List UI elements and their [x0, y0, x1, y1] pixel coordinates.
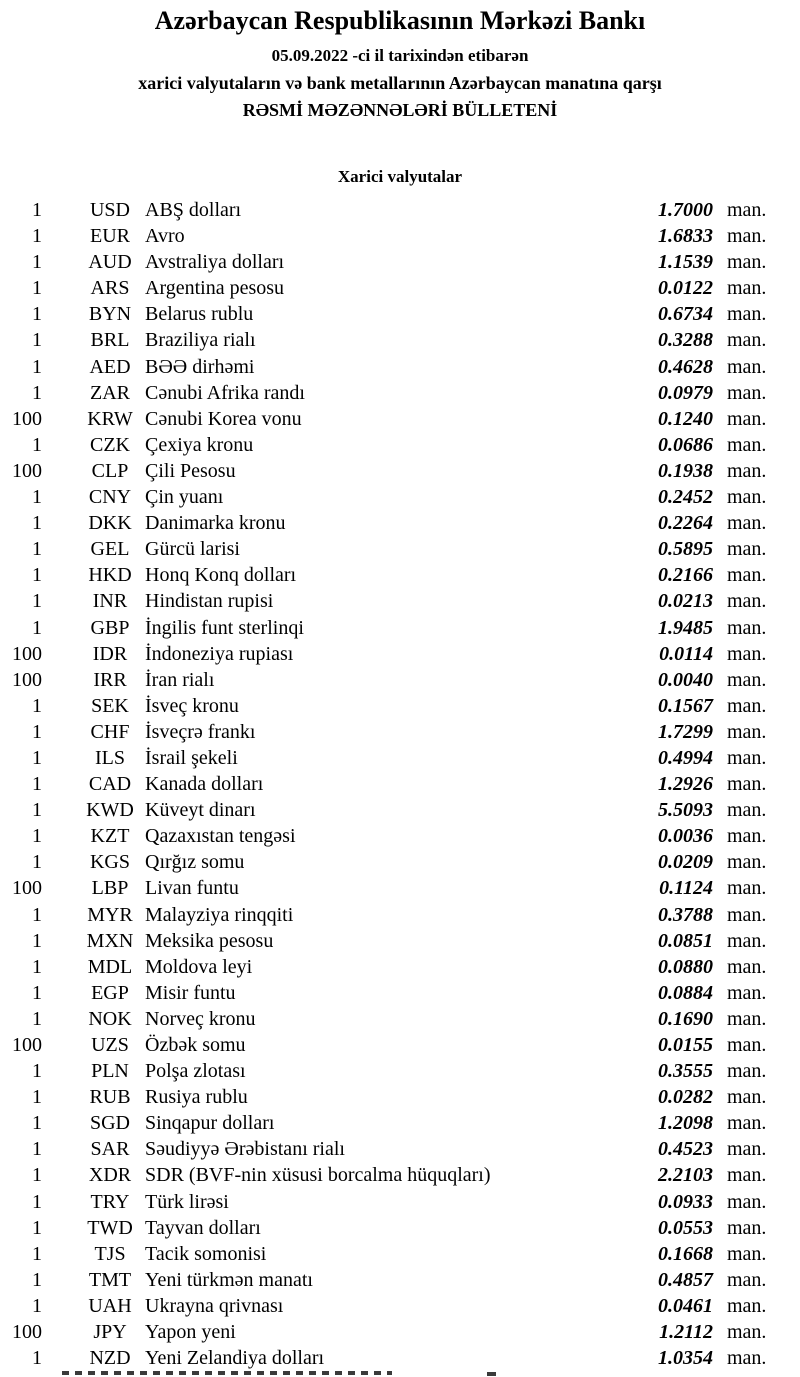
- currency-code: INR: [92, 590, 128, 613]
- nominal-value: 1: [32, 381, 42, 404]
- currency-name: Polşa zlotası: [145, 1060, 246, 1083]
- rate-unit-label: man.: [727, 1294, 767, 1317]
- rate-unit-label: man.: [727, 538, 767, 561]
- currency-code: EUR: [90, 225, 130, 248]
- currency-name: Ukrayna qrivnası: [145, 1294, 284, 1317]
- rate-value: 0.0213: [658, 590, 713, 613]
- nominal-value: 1: [32, 1242, 42, 1265]
- currency-name: Sinqapur dolları: [145, 1112, 275, 1135]
- rate-value: 1.0354: [658, 1347, 713, 1370]
- rate-unit-label: man.: [727, 1190, 767, 1213]
- rate-unit-label: man.: [727, 1347, 767, 1370]
- currency-row: [0, 980, 800, 1006]
- currency-code: SAR: [90, 1138, 130, 1161]
- rate-value: 0.0880: [658, 955, 713, 978]
- currency-code: UAH: [88, 1294, 132, 1317]
- clipped-next-row-fragment: [62, 1371, 392, 1375]
- nominal-value: 1: [32, 1007, 42, 1030]
- currency-name: Meksika pesosu: [145, 929, 274, 952]
- rate-value: 0.0122: [658, 277, 713, 300]
- currency-name: ABŞ dolları: [145, 199, 242, 221]
- nominal-value: 1: [32, 538, 42, 561]
- currency-name: Danimarka kronu: [145, 512, 286, 535]
- subject-line: xarici valyutaların və bank metallarının Azərbaycan manatına qarşı: [138, 73, 662, 93]
- currency-name: Səudiyyə Ərəbistanı rialı: [145, 1138, 345, 1161]
- currency-row: [0, 928, 800, 954]
- clipped-glyph-mark: [487, 1372, 496, 1376]
- rate-unit-label: man.: [727, 773, 767, 796]
- currency-row: [0, 380, 800, 406]
- nominal-value: 1: [32, 486, 42, 509]
- rate-unit-label: man.: [727, 694, 767, 717]
- rate-value: 0.0155: [658, 1034, 713, 1056]
- currency-row: [0, 1215, 800, 1241]
- nominal-value: 1: [32, 1086, 42, 1109]
- rate-value: 0.4857: [658, 1268, 713, 1291]
- currency-row: [0, 275, 800, 301]
- currency-row: [0, 536, 800, 562]
- currency-name: Avstraliya dolları: [145, 251, 285, 274]
- rate-unit-label: man.: [727, 981, 767, 1004]
- nominal-value: 100: [12, 459, 42, 482]
- currency-code: CAD: [88, 773, 132, 796]
- currency-code: TJS: [94, 1242, 126, 1265]
- nominal-value: 1: [32, 251, 42, 274]
- currency-row: [0, 902, 800, 928]
- currency-row: [0, 1006, 800, 1032]
- currency-name: SDR (BVF-nin xüsusi borcalma hüquqları): [145, 1164, 491, 1187]
- rate-value: 0.3555: [658, 1060, 713, 1083]
- nominal-value: 1: [32, 303, 42, 326]
- rate-unit-label: man.: [727, 459, 767, 482]
- nominal-value: 1: [32, 1294, 42, 1317]
- currency-row: [0, 327, 800, 353]
- currency-code: RUB: [89, 1086, 131, 1109]
- currency-row: [0, 406, 800, 432]
- currency-name: İran rialı: [145, 668, 215, 691]
- nominal-value: 1: [32, 199, 42, 221]
- rate-unit-label: man.: [727, 825, 767, 848]
- currency-row: [0, 588, 800, 614]
- currency-name: Kanada dolları: [145, 773, 264, 796]
- currency-name: Çili Pesosu: [145, 459, 236, 482]
- currency-row: [0, 1136, 800, 1162]
- bulletin-title: RƏSMİ MƏZƏNNƏLƏRİ BÜLLETENİ: [242, 100, 558, 120]
- rate-unit-label: man.: [727, 1321, 767, 1344]
- currency-row: [0, 693, 800, 719]
- currency-code: XDR: [88, 1164, 132, 1187]
- rate-unit-label: man.: [727, 1138, 767, 1161]
- rate-unit-label: man.: [727, 746, 767, 769]
- currency-row: [0, 354, 800, 380]
- currency-row: [0, 797, 800, 823]
- currency-name: Çexiya kronu: [145, 433, 254, 456]
- currency-code: MDL: [87, 955, 133, 978]
- rate-unit-label: man.: [727, 929, 767, 952]
- rate-value: 5.5093: [658, 799, 713, 822]
- currency-row: [0, 1267, 800, 1293]
- currency-name: Gürcü larisi: [145, 538, 240, 561]
- rate-value: 0.3788: [658, 903, 713, 926]
- rate-unit-label: man.: [727, 642, 767, 665]
- currency-name: Rusiya rublu: [145, 1086, 248, 1109]
- currency-code: SEK: [91, 694, 129, 717]
- rate-value: 1.2926: [658, 773, 713, 796]
- currency-code: ARS: [90, 277, 130, 300]
- rate-unit-label: man.: [727, 1086, 767, 1109]
- nominal-value: 1: [32, 903, 42, 926]
- currency-name: Özbək somu: [145, 1034, 246, 1056]
- rate-value: 0.1567: [658, 694, 713, 717]
- currency-code: DKK: [88, 512, 132, 535]
- rate-value: 0.2166: [658, 564, 713, 587]
- nominal-value: 1: [32, 746, 42, 769]
- rate-unit-label: man.: [727, 1242, 767, 1265]
- nominal-value: 1: [32, 329, 42, 352]
- rate-value: 0.3288: [658, 329, 713, 352]
- currency-code: PLN: [91, 1060, 129, 1083]
- rate-value: 1.6833: [658, 225, 713, 248]
- currency-row: [0, 641, 800, 667]
- currency-code: LBP: [91, 877, 129, 900]
- currency-name: Yeni türkmən manatı: [145, 1268, 313, 1291]
- rate-unit-label: man.: [727, 1112, 767, 1135]
- rate-value: 0.0979: [658, 381, 713, 404]
- currency-name: Livan funtu: [145, 877, 239, 900]
- rate-value: 0.4523: [658, 1138, 713, 1161]
- rate-value: 0.0114: [659, 642, 713, 665]
- rate-unit-label: man.: [727, 199, 767, 221]
- rate-value: 0.0851: [658, 929, 713, 952]
- currency-row: [0, 510, 800, 536]
- currency-code: AED: [89, 355, 131, 378]
- currency-name: Çin yuanı: [145, 486, 224, 509]
- effective-date-line: 05.09.2022 -ci il tarixindən etibarən: [271, 46, 529, 65]
- currency-code: EGP: [91, 981, 129, 1004]
- rate-unit-label: man.: [727, 277, 767, 300]
- rate-unit-label: man.: [727, 877, 767, 900]
- currency-name: BƏƏ dirhəmi: [145, 355, 255, 378]
- currency-name: İsveçrə frankı: [145, 720, 256, 743]
- nominal-value: 1: [32, 1060, 42, 1083]
- currency-code: TMT: [88, 1268, 132, 1291]
- rate-value: 1.7299: [658, 720, 713, 743]
- currency-row: [0, 667, 800, 693]
- rate-value: 0.1938: [658, 459, 713, 482]
- currency-row: [0, 458, 800, 484]
- rate-value: 0.0209: [658, 851, 713, 874]
- currency-name: Qazaxıstan tengəsi: [145, 825, 296, 848]
- currency-row: [0, 849, 800, 875]
- currency-code: KZT: [90, 825, 130, 848]
- currency-code: JPY: [93, 1321, 127, 1344]
- currency-row: [0, 197, 800, 223]
- currency-name: Norveç kronu: [145, 1007, 256, 1030]
- nominal-value: 1: [32, 564, 42, 587]
- rate-unit-label: man.: [727, 407, 767, 430]
- nominal-value: 1: [32, 1190, 42, 1213]
- nominal-value: 1: [32, 694, 42, 717]
- rate-value: 0.2452: [658, 486, 713, 509]
- rate-unit-label: man.: [727, 616, 767, 639]
- rate-unit-label: man.: [727, 225, 767, 248]
- currency-code: BYN: [88, 303, 132, 326]
- rate-unit-label: man.: [727, 329, 767, 352]
- rate-value: 0.1124: [659, 877, 713, 900]
- currency-name: Tayvan dolları: [145, 1216, 261, 1239]
- currency-row: [0, 1058, 800, 1084]
- rate-unit-label: man.: [727, 486, 767, 509]
- currency-row: [0, 562, 800, 588]
- currency-name: Hindistan rupisi: [145, 590, 274, 613]
- rate-value: 0.1240: [658, 407, 713, 430]
- rate-unit-label: man.: [727, 251, 767, 274]
- currency-name: Tacik somonisi: [145, 1242, 267, 1265]
- rate-value: 0.4628: [658, 355, 713, 378]
- rate-value: 1.9485: [658, 616, 713, 639]
- rate-unit-label: man.: [727, 851, 767, 874]
- currency-code: IRR: [93, 668, 127, 691]
- currency-row: [0, 432, 800, 458]
- currency-row: [0, 249, 800, 275]
- rate-value: 1.2098: [658, 1112, 713, 1135]
- bank-name-title: Azərbaycan Respublikasının Mərkəzi Bankı: [154, 6, 646, 35]
- exchange-rates-table: [0, 197, 800, 1371]
- currency-name: İsveç kronu: [145, 694, 239, 717]
- currency-row: [0, 223, 800, 249]
- nominal-value: 100: [12, 642, 42, 665]
- rate-unit-label: man.: [727, 903, 767, 926]
- currency-name: Yeni Zelandiya dolları: [145, 1347, 325, 1370]
- currency-name: Malayziya rinqqiti: [145, 903, 294, 926]
- nominal-value: 1: [32, 277, 42, 300]
- rate-value: 0.0553: [658, 1216, 713, 1239]
- currency-row: [0, 771, 800, 797]
- rate-value: 0.1690: [658, 1007, 713, 1030]
- nominal-value: 1: [32, 1112, 42, 1135]
- currency-name: İsrail şekeli: [145, 746, 238, 769]
- currency-code: CNY: [88, 486, 132, 509]
- rate-value: 0.0282: [658, 1086, 713, 1109]
- rate-unit-label: man.: [727, 590, 767, 613]
- currency-code: UZS: [91, 1034, 129, 1056]
- nominal-value: 1: [32, 929, 42, 952]
- currency-code: MYR: [87, 903, 133, 926]
- nominal-value: 100: [12, 1034, 42, 1056]
- nominal-value: 1: [32, 773, 42, 796]
- rate-value: 0.0686: [658, 433, 713, 456]
- rate-unit-label: man.: [727, 720, 767, 743]
- currency-name: Cənubi Korea vonu: [145, 407, 302, 430]
- rate-value: 0.1668: [658, 1242, 713, 1265]
- nominal-value: 1: [32, 955, 42, 978]
- currency-code: NZD: [89, 1347, 131, 1370]
- rate-unit-label: man.: [727, 1007, 767, 1030]
- nominal-value: 100: [12, 407, 42, 430]
- nominal-value: 1: [32, 720, 42, 743]
- rate-unit-label: man.: [727, 355, 767, 378]
- nominal-value: 1: [32, 1138, 42, 1161]
- rate-unit-label: man.: [727, 1060, 767, 1083]
- currency-code: GBP: [90, 616, 130, 639]
- rate-value: 2.2103: [658, 1164, 713, 1187]
- rate-unit-label: man.: [727, 799, 767, 822]
- currency-row: [0, 1084, 800, 1110]
- section-title-foreign-currencies: Xarici valyutalar: [337, 167, 463, 186]
- nominal-value: 1: [32, 433, 42, 456]
- currency-name: İndoneziya rupiası: [145, 642, 294, 665]
- currency-row: [0, 1319, 800, 1345]
- currency-row: [0, 1189, 800, 1215]
- currency-code: IDR: [92, 642, 128, 665]
- currency-code: BRL: [90, 329, 130, 352]
- nominal-value: 1: [32, 799, 42, 822]
- nominal-value: 1: [32, 981, 42, 1004]
- currency-row: [0, 484, 800, 510]
- rate-unit-label: man.: [727, 955, 767, 978]
- rate-unit-label: man.: [727, 564, 767, 587]
- currency-row: [0, 875, 800, 901]
- currency-row: [0, 1241, 800, 1267]
- rate-value: 1.7000: [658, 199, 713, 221]
- rate-value: 0.4994: [658, 746, 713, 769]
- currency-row: [0, 1345, 800, 1371]
- currency-code: ILS: [95, 746, 125, 769]
- currency-code: SGD: [89, 1112, 130, 1135]
- nominal-value: 1: [32, 1216, 42, 1239]
- rate-value: 0.6734: [658, 303, 713, 326]
- currency-code: NOK: [88, 1007, 132, 1030]
- currency-name: İngilis funt sterlinqi: [145, 616, 304, 639]
- currency-row: [0, 1293, 800, 1319]
- rate-value: 0.0040: [658, 668, 713, 691]
- currency-row: [0, 745, 800, 771]
- rate-value: 0.0933: [658, 1190, 713, 1213]
- currency-code: ZAR: [90, 381, 130, 404]
- nominal-value: 1: [32, 355, 42, 378]
- nominal-value: 100: [12, 1321, 42, 1344]
- rate-value: 0.5895: [658, 538, 713, 561]
- rate-unit-label: man.: [727, 1268, 767, 1291]
- nominal-value: 1: [32, 1164, 42, 1187]
- currency-name: Moldova leyi: [145, 955, 253, 978]
- currency-name: Cənubi Afrika randı: [145, 381, 305, 404]
- currency-name: Belarus rublu: [145, 303, 254, 326]
- nominal-value: 1: [32, 616, 42, 639]
- currency-name: Misir funtu: [145, 981, 236, 1004]
- currency-name: Argentina pesosu: [145, 277, 285, 300]
- currency-code: KWD: [86, 799, 134, 822]
- currency-name: Qırğız somu: [145, 851, 245, 874]
- currency-row: [0, 1110, 800, 1136]
- rate-value: 0.0461: [658, 1294, 713, 1317]
- rate-unit-label: man.: [727, 668, 767, 691]
- nominal-value: 1: [32, 1347, 42, 1370]
- currency-row: [0, 1162, 800, 1188]
- currency-row: [0, 301, 800, 327]
- currency-name: Yapon yeni: [145, 1321, 236, 1344]
- currency-row: [0, 615, 800, 641]
- currency-code: TRY: [90, 1190, 130, 1213]
- currency-name: Braziliya rialı: [145, 329, 256, 352]
- currency-code: USD: [89, 199, 130, 221]
- nominal-value: 1: [32, 825, 42, 848]
- currency-row: [0, 954, 800, 980]
- nominal-value: 100: [12, 877, 42, 900]
- currency-code: CZK: [90, 433, 130, 456]
- rate-unit-label: man.: [727, 1164, 767, 1187]
- rate-unit-label: man.: [727, 381, 767, 404]
- currency-row: [0, 1032, 800, 1058]
- currency-code: CHF: [90, 720, 130, 743]
- rate-value: 1.1539: [658, 251, 713, 274]
- rate-value: 0.0036: [658, 825, 713, 848]
- currency-code: HKD: [88, 564, 132, 587]
- currency-name: Avro: [145, 225, 185, 248]
- rate-value: 0.0884: [658, 981, 713, 1004]
- currency-name: Türk lirəsi: [145, 1190, 229, 1213]
- rate-value: 1.2112: [659, 1321, 713, 1344]
- currency-name: Honq Konq dolları: [145, 564, 297, 587]
- rate-value: 0.2264: [658, 512, 713, 535]
- nominal-value: 1: [32, 512, 42, 535]
- rate-unit-label: man.: [727, 512, 767, 535]
- nominal-value: 1: [32, 590, 42, 613]
- nominal-value: 1: [32, 851, 42, 874]
- currency-name: Küveyt dinarı: [145, 799, 256, 822]
- nominal-value: 1: [32, 1268, 42, 1291]
- currency-code: KRW: [87, 407, 133, 430]
- rate-unit-label: man.: [727, 1216, 767, 1239]
- currency-row: [0, 823, 800, 849]
- currency-code: TWD: [87, 1216, 133, 1239]
- currency-code: MXN: [86, 929, 134, 952]
- currency-code: AUD: [88, 251, 132, 274]
- rate-unit-label: man.: [727, 303, 767, 326]
- currency-code: CLP: [91, 459, 129, 482]
- nominal-value: 100: [12, 668, 42, 691]
- nominal-value: 1: [32, 225, 42, 248]
- rate-unit-label: man.: [727, 1034, 767, 1056]
- rate-unit-label: man.: [727, 433, 767, 456]
- currency-row: [0, 719, 800, 745]
- currency-code: GEL: [90, 538, 130, 561]
- currency-code: KGS: [89, 851, 130, 874]
